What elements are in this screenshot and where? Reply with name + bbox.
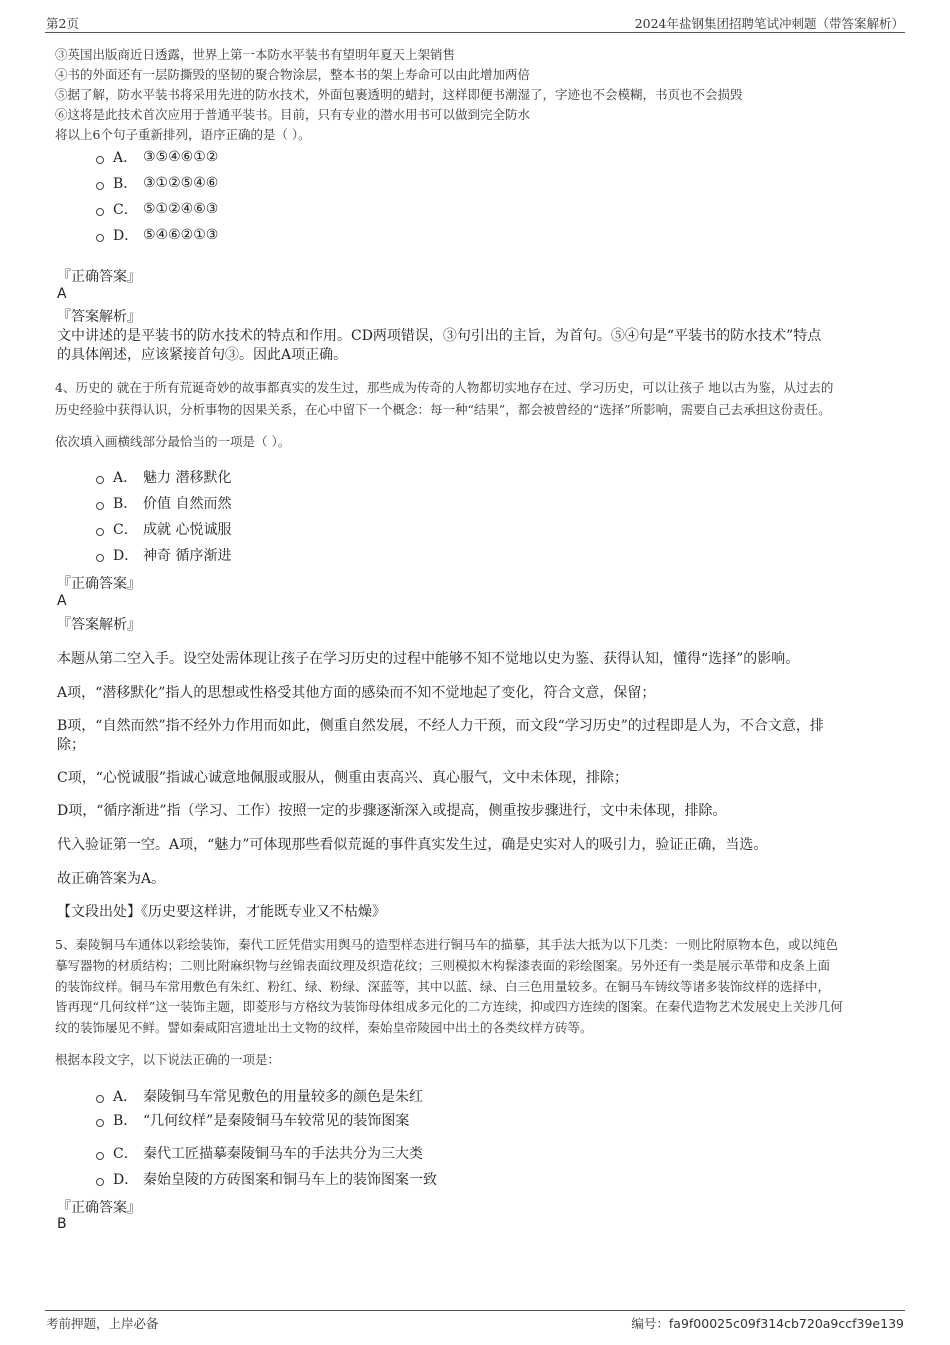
option-c[interactable]: C． ⑤①②④⑥③ (96, 199, 218, 219)
radio-icon[interactable] (96, 1152, 104, 1160)
answer-label: 『正确答案』 (57, 576, 141, 592)
radio-icon[interactable] (96, 1095, 104, 1103)
analysis-paragraph: 除； (57, 737, 85, 753)
analysis-paragraph: A项，“潜移默化”指人的思想或性格受其他方面的感染而不知不觉地起了变化，符合文意，保留； (57, 685, 656, 701)
analysis-paragraph: 本题从第二空入手。设空处需体现让孩子在学习历史的过程中能够不知不觉地以史为鉴、获得认知，懂得“选择”的影响。 (57, 651, 800, 667)
option-a[interactable]: A． 魅力 潜移默化 (96, 467, 231, 487)
radio-icon[interactable] (96, 234, 104, 242)
header-divider (45, 32, 905, 33)
answer-value: A (57, 593, 67, 609)
sentence-6: ⑥这将是此技术首次应用于普通平装书。目前，只有专业的潜水用书可以做到完全防水 (55, 107, 531, 122)
option-b[interactable]: B． ③①②⑤④⑥ (96, 173, 218, 193)
sentence-4: ④书的外面还有一层防撕毁的坚韧的聚合物涂层，整本书的架上寿命可以由此增加两倍 (55, 67, 531, 82)
question-stem: 皆再现“几何纹样”这一装饰主题，即菱形与方格纹为装饰母体组成多元化的二方连续，抑或四方连续的图案。在秦代造物艺术发展史上关涉几何 (55, 999, 843, 1014)
radio-icon[interactable] (96, 528, 104, 536)
question-prompt: 根据本段文字，以下说法正确的一项是： (55, 1052, 281, 1067)
option-c[interactable]: C． 成就 心悦诚服 (96, 519, 231, 539)
question-stem: 摹写器物的材质结构；二则比附麻织物与丝锦表面纹理及织造花纹；三则模拟木构髹漆表面的彩绘图案。另外还有一类是展示革带和皮条上面 (55, 958, 831, 973)
analysis-label: 『答案解析』 (57, 309, 141, 325)
analysis-paragraph: 代入验证第一空。A项，“魅力”可体现那些看似荒诞的事件真实发生过，确是史实对人的吸引力，验证正确，当选。 (57, 837, 768, 853)
answer-value: B (57, 1216, 67, 1232)
radio-icon[interactable] (96, 156, 104, 164)
document-id (631, 1314, 904, 1332)
option-d[interactable]: D． ⑤④⑥②①③ (96, 225, 218, 245)
source-citation: 【文段出处】《历史要这样讲，才能既专业又不枯燥》 (57, 904, 386, 920)
question-stem: 5、秦陵铜马车通体以彩绘装饰，秦代工匠凭借实用舆马的造型样态进行铜马车的描摹，其手法大抵为以下几类：一则比附原物本色，或以纯色 (55, 937, 838, 952)
question-stem: 纹的装饰屡见不鲜。譬如秦咸阳宫遗址出土文物的纹样，秦始皇帝陵园中出土的各类纹样方砖等。 (55, 1020, 593, 1035)
radio-icon[interactable] (96, 502, 104, 510)
option-a[interactable]: A． 秦陵铜马车常见敷色的用量较多的颜色是朱红 (96, 1086, 423, 1106)
question-stem: 4、历史的 就在于所有荒诞奇妙的故事都真实的发生过，那些成为传奇的人物都切实地存在过、学习历史，可以让孩子 地以古为鉴，从过去的 (55, 380, 834, 395)
question-stem: 的装饰纹样。铜马车常用敷色有朱红、粉红、绿、粉绿、深蓝等，其中以蓝、绿、白三色用量较多。在铜马车铸纹等诸多装饰纹样的选择中， (55, 979, 831, 994)
answer-label: 『正确答案』 (57, 269, 141, 285)
radio-icon[interactable] (96, 208, 104, 216)
question-stem: 历史经验中获得认识，分析事物的因果关系，在心中留下一个概念：每一种“结果”，都会被曾经的“选择”所影响，需要自己去承担这份责任。 (55, 402, 831, 417)
footer-slogan: 考前押题，上岸必备 (46, 1316, 159, 1331)
document-id-label: 编号： (631, 1316, 669, 1331)
footer-divider (45, 1310, 905, 1311)
sentence-3: ③英国出版商近日透露，世界上第一本防水平装书有望明年夏天上架销售 (55, 47, 456, 62)
analysis-paragraph: 故正确答案为A。 (57, 871, 166, 887)
answer-label: 『正确答案』 (57, 1200, 141, 1216)
question-prompt: 依次填入画横线部分最恰当的一项是（ ）。 (55, 434, 291, 449)
question-prompt: 将以上6个句子重新排列，语序正确的是（ ）。 (55, 127, 311, 142)
analysis-label: 『答案解析』 (57, 617, 141, 633)
option-a[interactable]: A． ③⑤④⑥①② (96, 147, 218, 167)
analysis-paragraph: D项，“循序渐进”指（学习、工作）按照一定的步骤逐渐深入或提高，侧重按步骤进行，文中未体现，排除。 (57, 803, 727, 819)
option-b[interactable]: B． 价值 自然而然 (96, 493, 231, 513)
sentence-5: ⑤据了解，防水平装书将采用先进的防水技术，外面包裹透明的蜡封，这样即便书潮湿了，字迹也不会模糊，书页也不会损毁 (55, 87, 743, 102)
radio-icon[interactable] (96, 1119, 104, 1127)
analysis-text: 的具体阐述，应该紧接首句③。因此A项正确。 (57, 347, 348, 363)
document-id-value: fa9f00025c09f314cb720a9ccf39e139 (668, 1316, 904, 1331)
analysis-text: 文中讲述的是平装书的防水技术的特点和作用。CD两项错误，③句引出的主旨，为首句。⑤④句是“平装书的防水技术”特点 (57, 328, 822, 344)
answer-value: A (57, 286, 67, 302)
document-title: 2024年盐钢集团招聘笔试冲刺题（带答案解析） (634, 16, 904, 31)
option-d[interactable]: D． 秦始皇陵的方砖图案和铜马车上的装饰图案一致 (96, 1169, 437, 1189)
page-number: 第2页 (46, 16, 79, 31)
analysis-paragraph: B项，“自然而然”指不经外力作用而如此，侧重自然发展，不经人力干预，而文段“学习历史”的过程即是人为，不合文意，排 (57, 718, 824, 734)
radio-icon[interactable] (96, 554, 104, 562)
option-d[interactable]: D． 神奇 循序渐进 (96, 545, 231, 565)
radio-icon[interactable] (96, 476, 104, 484)
option-c[interactable]: C． 秦代工匠描摹秦陵铜马车的手法共分为三大类 (96, 1143, 423, 1163)
radio-icon[interactable] (96, 1178, 104, 1186)
option-b[interactable]: B． “几何纹样”是秦陵铜马车较常见的装饰图案 (96, 1110, 409, 1130)
analysis-paragraph: C项，“心悦诚服”指诚心诚意地佩服或服从，侧重由衷高兴、真心服气，文中未体现，排除； (57, 770, 629, 786)
radio-icon[interactable] (96, 182, 104, 190)
